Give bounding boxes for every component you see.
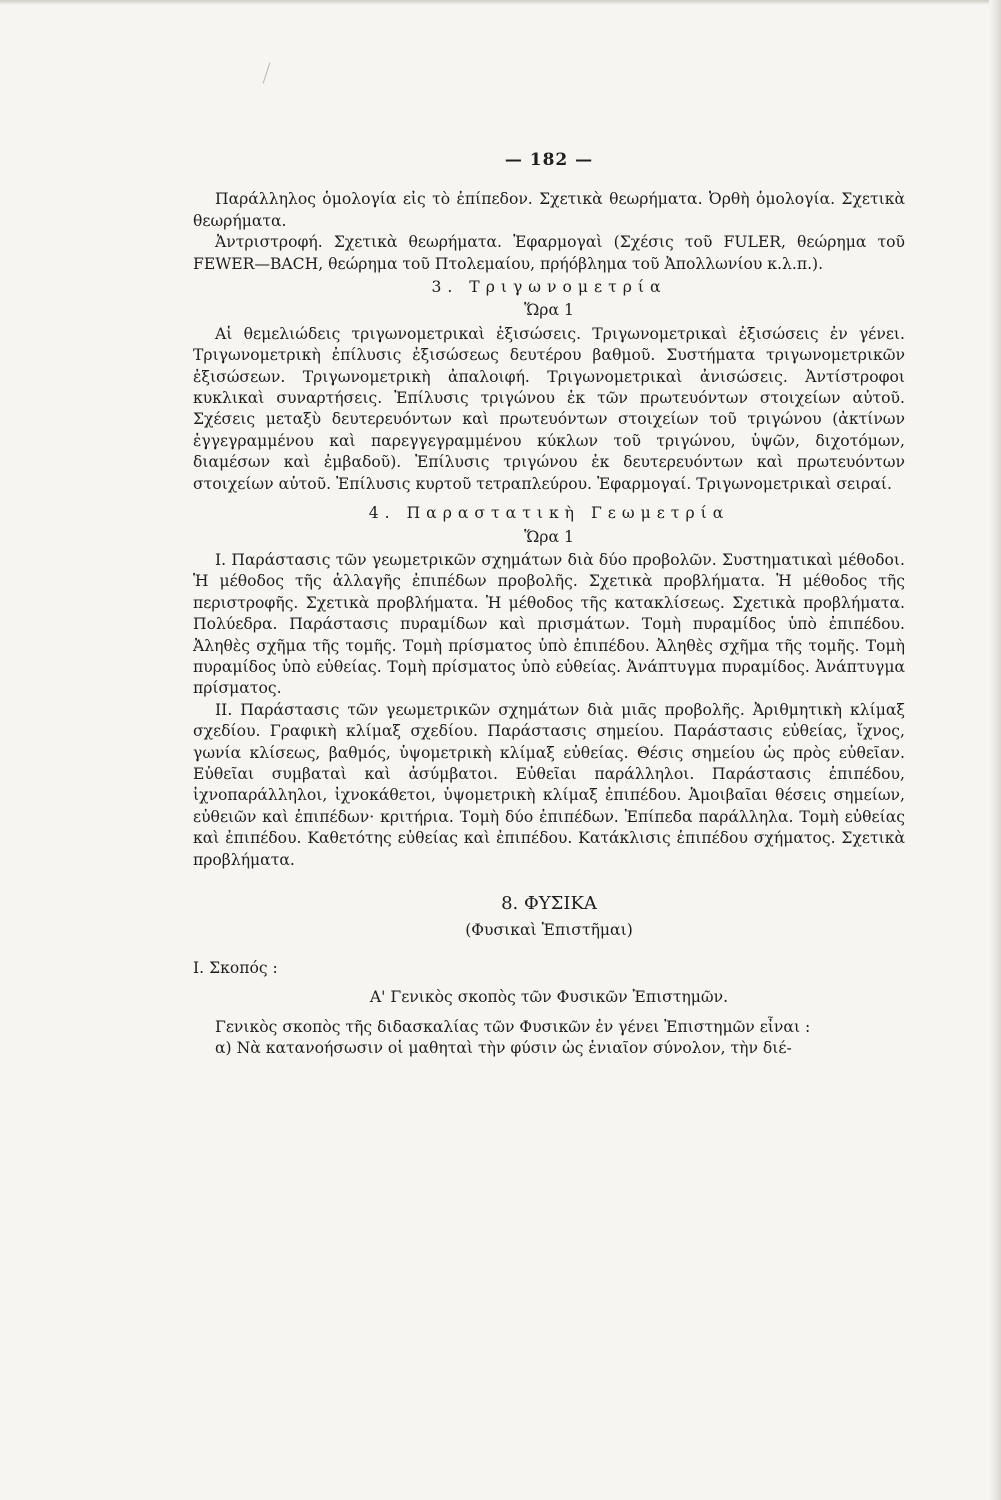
section-subtitle-physics: (Φυσικαὶ Ἐπιστῆμαι) <box>465 921 633 940</box>
section-heading-physics: 8. ΦΥΣΙΚΑ <box>501 893 597 914</box>
paragraph-two-projections: Ι. Παράστασις τῶν γεωμετρικῶν σχημάτων διὰ δύο προβολῶν. Συστηματικαὶ μέθοδοι. Ἡ μέθοδος τῆς ἀλλαγῆς ἐπιπέδων προβολῆς. Σχετικὰ προβλήματα. Ἡ μέθοδος τῆς περιστροφῆς. Σχετικὰ προβλήματα. Ἡ μέθοδος τῆς κατακλίσεως. Σχετικὰ προβλήματα. Πολύεδρα. Παράστασις πυραμίδων καὶ πρισμάτων. Τομὴ πυραμίδος ὑπὸ ἐπιπέδου. Ἀληθὲς σχῆμα τῆς τομῆς. Τομὴ πρίσματος ὑπὸ ἐπιπέδου. Ἀληθὲς σχῆμα τῆς τομῆς. Τομὴ πυραμίδος ὑπὸ εὐθείας. Τομὴ πρίσματος ὑπὸ εὐθείας. Ἀνάπτυγμα πυραμίδος. Ἀνάπτυγμα πρίσματος. <box>193 550 905 698</box>
paragraph-one-projection: ΙΙ. Παράστασις τῶν γεωμετρικῶν σχημάτων διὰ μιᾶς προβολῆς. Ἀριθμητικὴ κλίμαξ σχεδίου. Γραφικὴ κλίμαξ σχεδίου. Παράστασις σημείου. Παράστασις εὐθείας, ἴχνος, γωνία κλίσεως, βαθμός, ὑψομετρικὴ κλίμαξ εὐθείας. Θέσις σημείου ὡς πρὸς εὐθεῖαν. Εὐθεῖαι συμβαταὶ καὶ ἀσύμβατοι. Εὐθεῖαι παράλληλοι. Παράστασις ἐπιπέδου, ἰχνοπαράλληλοι, ἰχνοκάθετοι, ὑψομετρικὴ κλίμαξ ἐπιπέδου. Ἀμοιβαῖαι θέσεις σημείων, εὐθειῶν καὶ ἐπιπέδων· κριτήρια. Τομὴ δύο ἐπιπέδων. Ἐπίπεδα παράλληλα. Τομὴ εὐθείας καὶ ἐπιπέδου. Καθετότης εὐθείας καὶ ἐπιπέδου. Κατάκλισις ἐπιπέδου σχήματος. Σχετικὰ προβλήματα. <box>193 700 905 869</box>
text-block <box>193 150 905 1059</box>
paragraph-parallel-homology: Παράλληλος ὁμολογία εἰς τὸ ἐπίπεδον. Σχετικὰ θεωρήματα. Ὀρθὴ ὁμολογία. Σχετικὰ θεωρήματα. <box>193 190 905 230</box>
general-purpose-heading: Α' Γενικὸς σκοπὸς τῶν Φυσικῶν Ἐπιστημῶν. <box>369 988 729 1007</box>
section-hours-trigonometry: Ὥρα 1 <box>524 301 574 320</box>
paragraph-trigonometry: Αἱ θεμελιώδεις τριγωνομετρικαὶ ἐξισώσεις. Τριγωνομετρικαὶ ἐξισώσεις ἐν γένει. Τριγωνομετρικὴ ἐπίλυσις ἐξισώσεως δευτέρου βαθμοῦ. Συστήματα τριγωνομετρικῶν ἐξισώσεων. Τριγωνομετρικὴ ἀπαλοιφή. Τριγωνομετρικαὶ ἀνισώσεις. Ἀντίστροφοι κυκλικαὶ συναρτήσεις. Ἐπίλυσις τριγώνου ἐκ τῶν πρωτευόντων στοιχείων αὐτοῦ. Σχέσεις μεταξὺ δευτερευόντων καὶ πρωτευόντων στοιχείων τοῦ τριγώνου (ἀκτίνων ἐγγεγραμμένου καὶ παρεγγεγραμμένου κύκλων τοῦ τριγώνου, ὑψῶν, διχοτόμων, διαμέσων καὶ ἐμβαδοῦ). Ἐπίλυσις τριγώνου ἐκ δευτερευόντων καὶ πρωτευόντων στοιχείων αὐτοῦ. Ἐπίλυσις κυρτοῦ τετραπλεύρου. Ἐφαρμογαί. Τριγωνομετρικαὶ σειραί. <box>193 324 905 493</box>
page-right-edge <box>989 0 1001 1500</box>
section-heading-descriptive-geometry: 4. Παραστατικὴ Γεωμετρία <box>368 504 730 523</box>
paragraph-item-a: α) Νὰ κατανοήσωσιν οἱ μαθηταὶ τὴν φύσιν ὡς ἑνιαῖον σύνολον, τὴν διέ- <box>215 1039 792 1058</box>
section-hours-descriptive-geometry: Ὥρα 1 <box>524 527 574 546</box>
purpose-label: Ι. Σκοπός : <box>193 958 278 977</box>
pencil-mark <box>263 62 271 83</box>
section-heading-trigonometry: 3. Τριγωνομετρία <box>431 278 667 297</box>
paragraph-general-purpose: Γενικὸς σκοπὸς τῆς διδασκαλίας τῶν Φυσικῶν ἐν γένει Ἐπιστημῶν εἶναι : <box>215 1017 811 1036</box>
page-number: — 182 — <box>504 150 594 170</box>
page-top-edge <box>0 0 1001 5</box>
paragraph-inversion: Ἀντριστροφή. Σχετικὰ θεωρήματα. Ἐφαρμογαὶ (Σχέσις τοῦ FULER, θεώρημα τοῦ FEWER—BACH, θεώρημα τοῦ Πτολεμαίου, πρήόβλημα τοῦ Ἀπολλωνίου κ.λ.π.). <box>193 233 905 273</box>
